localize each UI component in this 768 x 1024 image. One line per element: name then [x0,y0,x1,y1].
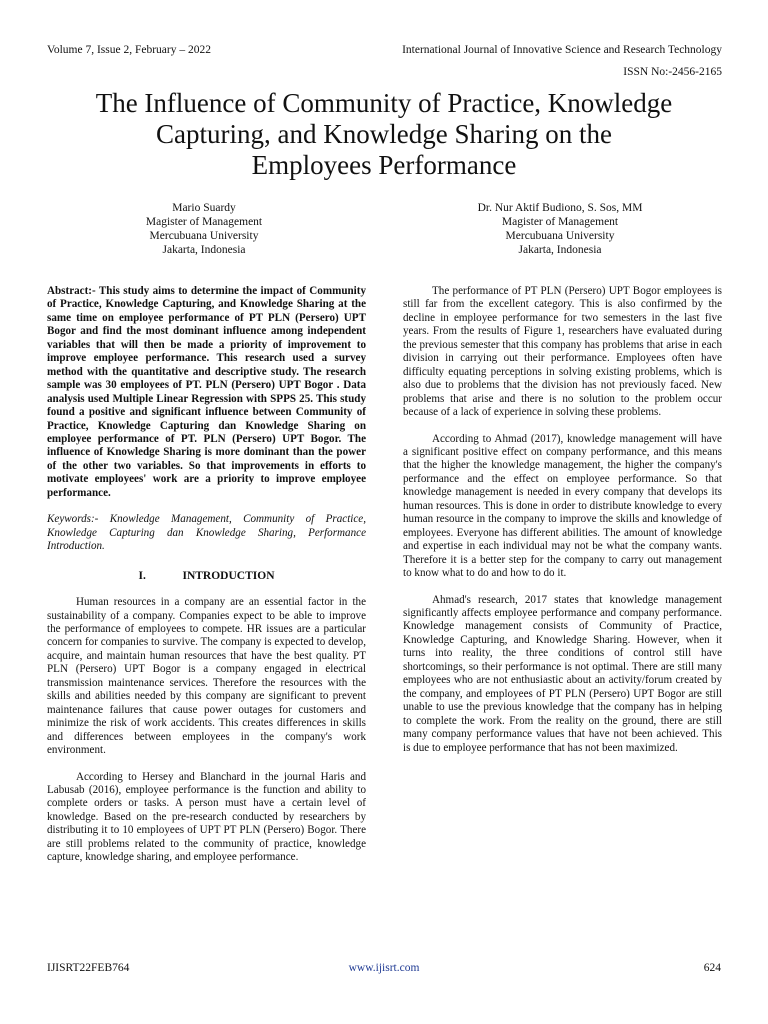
section-heading [47,570,366,583]
author-1 [64,201,344,257]
author-department: Magister of Management [145,216,263,228]
paragraph: According to Ahmad (2017), knowledge management will have a significant positive effect on company performance, and this means that the higher the knowledge management, the higher the company's performance and the effect on employee performance. So that knowledge management is needed in every company that develops its human resources. This is done in order to distribute knowledge to every human resource in the company to improve the skills and knowledge of employees. Everyone has different abilities. The amount of knowledge and expertise in each individual may not be what the company wants. Therefore it is a better step for the company to carry out management to know what to do and how to do it. [403,432,722,580]
volume-issue: Volume 7, Issue 2, February – 2022 [47,44,211,56]
title-line: Capturing, and Knowledge Sharing on the [156,119,612,149]
author-location: Jakarta, Indonesia [518,244,602,256]
paragraph: Human resources in a company are an essential factor in the sustainability of a company. Companies expect to be able to improve the performance of employees to compete. HR issues are a particular concern for companies to survive. The company is expected to develop, acquire, and maintain human resources that have the best quality. PT PLN (Persero) UPT Bogor is a company engaged in electrical transmission maintenance services. Therefore the resources with the skills and abilities needed by this company are significant to prevent maintenance failures that cause power outages for customers and minimize the risk of work accidents. This creates differences in skills and differences between employees in the company's work environment. [47,596,366,757]
author-name: Mario Suardy [172,202,236,214]
journal-url-link[interactable]: www.ijisrt.com [348,962,420,974]
journal-name: International Journal of Innovative Science and Research Technology [402,44,722,56]
paragraph: The performance of PT PLN (Persero) UPT Bogor employees is still far from the excellent category. This is also confirmed by the decline in employee performance for two semesters in the last five years. From the results of Figure 1, researchers have evaluated during the previous semester that this company has problems that arise in each division in carrying out their performance. Employees often have difficulty equating perceptions in solving existing problems, which is also due to problems that the division has not previously faced. New problems that arise and there is no solution to the problem occur because of a lack of experience in solving these problems. [403,285,722,419]
abstract: Abstract:- This study aims to determine the impact of Community of Practice, Knowledge Capturing, and Knowledge Sharing at the same time on employee performance of PT PLN (Persero) UPT Bogor and find the most dominant influence among independent variables that will then be made a priority of improvement to improve employee performance. This research used a survey method with the quantitative and descriptive study. The research sample was 30 employees of PT. PLN (Persero) UPT Bogor . Data analysis used Multiple Linear Regression with SPPS 25. This study found a positive and significant influence between Community of Practice, Knowledge Capturing dan Knowledge Sharing on employee performance of PT. PLN (Persero) UPT Bogor. The influence of Knowledge Sharing is more dominant than the power of the other two variables. So that improvements in efforts to motivate employees' work are a priority to improve employee performance. [47,285,366,499]
page-number: 624 [703,962,721,974]
issn: ISSN No:-2456-2165 [623,66,722,78]
title-line: Employees Performance [251,150,517,180]
right-column [403,285,722,755]
paragraph: Ahmad's research, 2017 states that knowledge management significantly affects employee performance and company performance. Knowledge management consists of Community of Practice, Knowledge Capturing, and Knowledge Sharing. However, when it turns into reality, the three conditions of control still have shortcomings, so their performance is not optimal. There are still many employees who are not enthusiastic about an activity/forum created by the company, and employees of PT PLN (Persero) UPT Bogor are still unable to use the previous knowledge that the company has in helping to complete the work. From the reality on the ground, there are still many company performance values that have not been achieved. This is due to employee performance that has not been maximized. [403,593,722,754]
keywords: Keywords:- Knowledge Management, Community of Practice, Knowledge Capturing dan Knowledge Sharing, Performance Introduction. [47,513,366,553]
author-university: Mercubuana University [149,230,259,242]
paper-code: IJISRT22FEB764 [47,962,130,974]
title-line: The Influence of Community of Practice, Knowledge [95,88,673,118]
section-number: I. [138,569,146,582]
author-department: Magister of Management [501,216,619,228]
paragraph: According to Hersey and Blanchard in the journal Haris and Labusab (2016), employee performance is the function and ability to complete orders or tasks. A person must have a certain level of knowledge. Based on the pre-research conducted by researchers by distributing it to 10 employees of UPT PT PLN (Persero) Bogor. There are still problems related to the community of practice, knowledge capture, knowledge sharing, and employee performance. [47,770,366,864]
left-column [47,285,366,865]
author-name: Dr. Nur Aktif Budiono, S. Sos, MM [477,202,643,214]
author-university: Mercubuana University [505,230,615,242]
paper-title [40,88,728,181]
author-2 [420,201,700,257]
section-title: INTRODUCTION [182,569,275,582]
author-location: Jakarta, Indonesia [162,244,246,256]
